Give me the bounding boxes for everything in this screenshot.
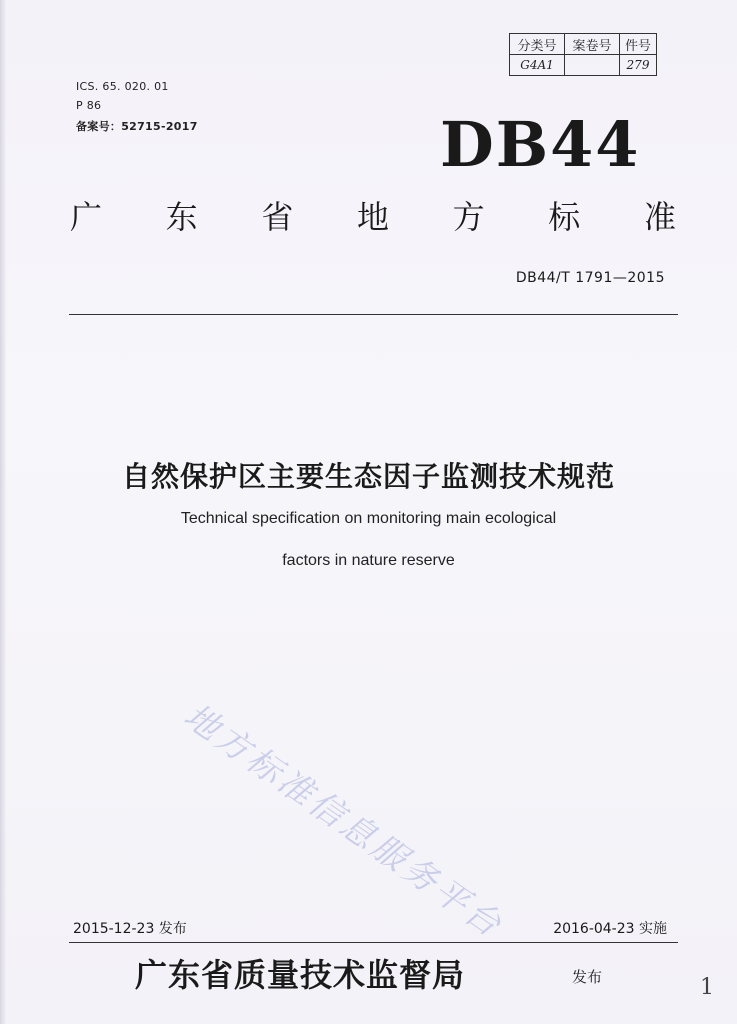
standard-type-char: 标 — [548, 198, 581, 236]
archive-table-values — [510, 55, 657, 76]
standard-type-char: 地 — [356, 198, 389, 236]
db-logo: DB44 — [440, 108, 641, 181]
archive-table-header — [510, 34, 657, 55]
bottom-divider — [69, 942, 678, 943]
document-title-en-line1: Technical specification on monitoring main ecological — [180, 510, 557, 527]
issue-label: 发布 — [572, 968, 603, 986]
ics-code: ICS. 65. 020. 01 — [76, 80, 169, 93]
archive-value-item: 279 — [620, 55, 657, 76]
standard-type-char: 准 — [643, 198, 676, 236]
archive-header-item: 件号 — [620, 34, 657, 55]
standard-number: DB44/T 1791—2015 — [515, 270, 665, 286]
archive-table — [509, 33, 657, 76]
top-divider — [69, 314, 678, 315]
archive-header-volume: 案卷号 — [565, 34, 620, 55]
standard-type-char: 广 — [70, 198, 103, 236]
archive-header-category: 分类号 — [510, 34, 565, 55]
watermark-text: 地方标准信息服务平台 — [176, 695, 511, 947]
issuing-authority: 广东省质量技术监督局 — [135, 956, 466, 994]
standard-type-char: 方 — [452, 198, 485, 236]
standard-type-char: 东 — [165, 198, 198, 236]
page-number: 1 — [700, 975, 714, 1000]
archive-value-category: G4A1 — [510, 55, 565, 76]
document-title-en-line2: factors in nature reserve — [282, 552, 455, 569]
implementation-date: 2016-04-23 实施 — [553, 921, 667, 937]
standard-type-title — [70, 192, 676, 238]
standard-type-char: 省 — [261, 198, 294, 236]
archive-value-volume — [565, 55, 620, 76]
issue-date: 2015-12-23 发布 — [73, 921, 187, 937]
document-title-cn: 自然保护区主要生态因子监测技术规范 — [121, 460, 615, 493]
record-number: 备案号：52715-2017 — [76, 120, 198, 133]
category-code: P 86 — [76, 99, 102, 112]
